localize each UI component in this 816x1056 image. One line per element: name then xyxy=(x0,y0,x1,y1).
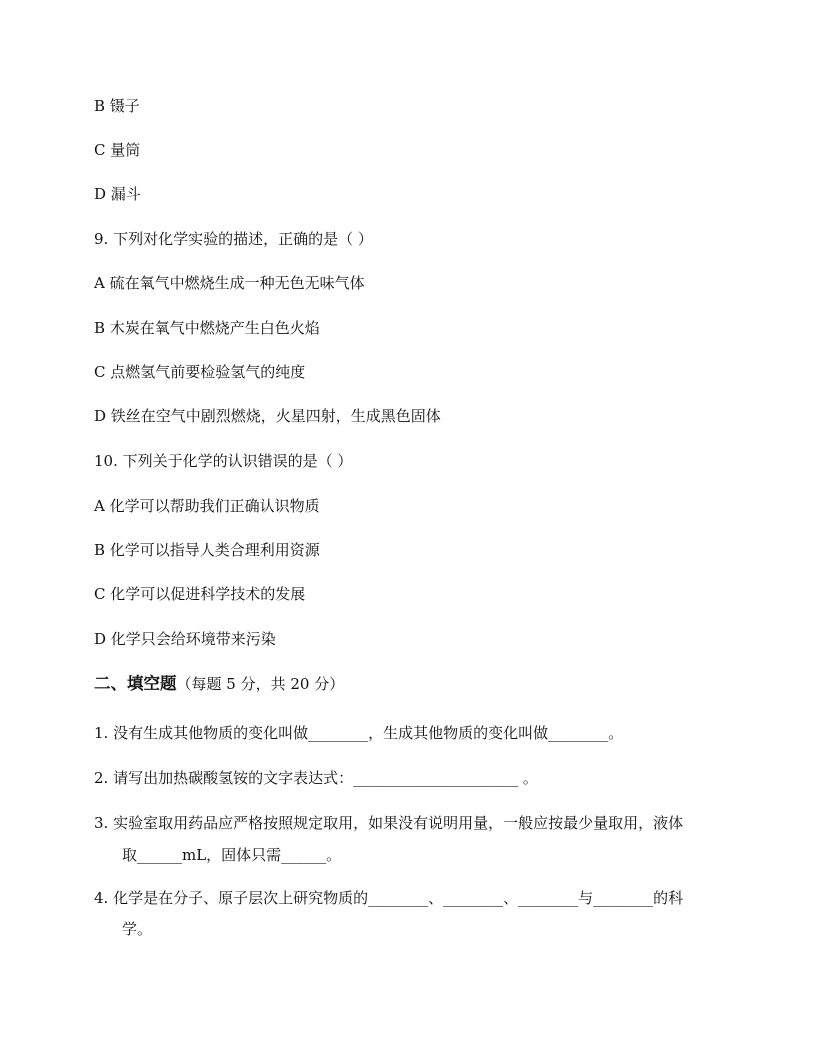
question-9-stem: 9. 下列对化学实验的描述，正确的是（ ） xyxy=(94,230,373,248)
fill-question-1: 1. 没有生成其他物质的变化叫做________，生成其他物质的变化叫做________。 xyxy=(94,724,624,742)
question-10-option-b: B 化学可以指导人类合理利用资源 xyxy=(94,541,320,559)
fill-question-2: 2. 请写出加热碳酸氢铵的文字表达式：______________________ 。 xyxy=(94,769,538,787)
question-9-option-d: D 铁丝在空气中剧烈燃烧，火星四射，生成黑色固体 xyxy=(94,407,441,425)
question-10-stem: 10. 下列关于化学的认识错误的是（ ） xyxy=(94,452,353,470)
fill-question-4-line-1: 4. 化学是在分子、原子层次上研究物质的________、________、________与________的科 xyxy=(94,889,684,907)
option-b-tweezers: B 镊子 xyxy=(94,97,140,115)
fill-question-3-line-2: 取______mL，固体只需______。 xyxy=(122,846,342,864)
question-10-option-a: A 化学可以帮助我们正确认识物质 xyxy=(94,497,320,515)
section-subtitle: （每题 5 分，共 20 分） xyxy=(176,675,345,693)
option-d-funnel: D 漏斗 xyxy=(94,185,141,203)
section-title: 二、填空题 xyxy=(94,674,177,693)
question-10-option-d: D 化学只会给环境带来污染 xyxy=(94,630,276,648)
fill-question-4-line-2: 学。 xyxy=(122,920,153,938)
fill-question-3-line-1: 3. 实验室取用药品应严格按照规定取用，如果没有说明用量，一般应按最少量取用，液体 xyxy=(94,814,684,832)
question-9-option-b: B 木炭在氧气中燃烧产生白色火焰 xyxy=(94,319,320,337)
section-heading-fill-in xyxy=(94,674,344,694)
question-9-option-a: A 硫在氧气中燃烧生成一种无色无味气体 xyxy=(94,274,365,292)
question-10-option-c: C 化学可以促进科学技术的发展 xyxy=(94,585,306,603)
option-c-cylinder: C 量筒 xyxy=(94,141,141,159)
question-9-option-c: C 点燃氢气前要检验氢气的纯度 xyxy=(94,363,306,381)
